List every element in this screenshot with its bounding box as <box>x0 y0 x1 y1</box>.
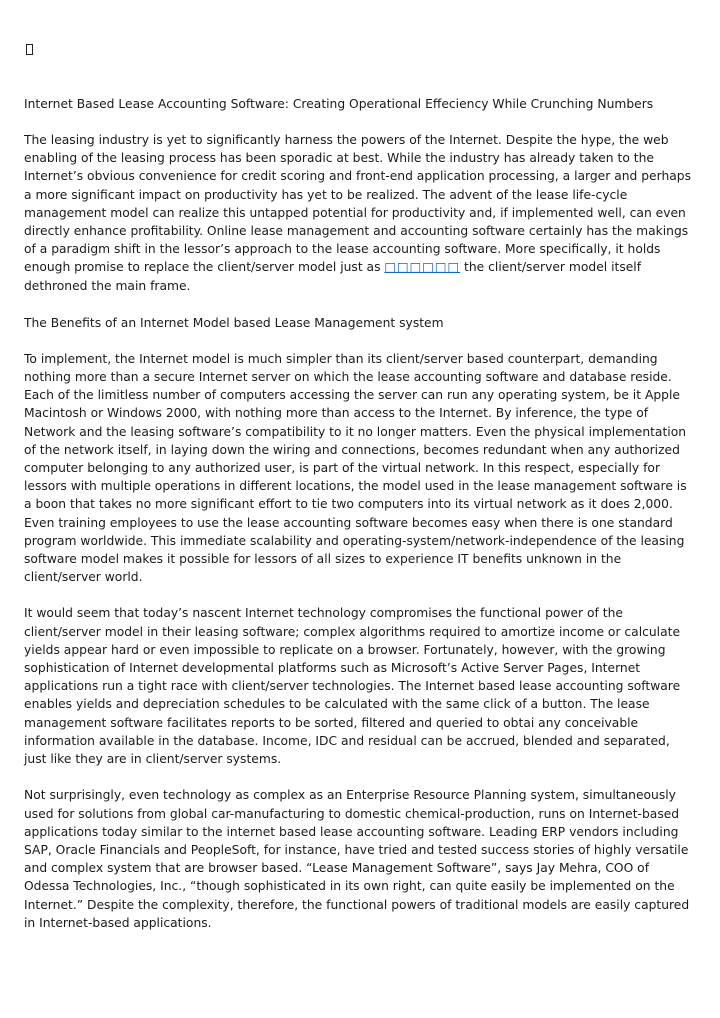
document-page <box>24 40 696 932</box>
document-title: Internet Based Lease Accounting Software: Creating Operational Effeciency While Crunching Numbers <box>24 97 654 111</box>
section-heading: The Benefits of an Internet Model based Lease Management system <box>24 315 444 330</box>
paragraph-intro-text-end: the client/server model itself dethroned the main frame. <box>24 260 642 293</box>
inline-link[interactable]: □□□□□□ <box>384 260 461 275</box>
missing-glyph-icon <box>26 44 33 55</box>
paragraph-technology: It would seem that today’s nascent Internet technology compromises the functional power of the client/server model in their leasing software; complex algorithms required to amortize income or calculate yields appear hard or even impossible to replicate on a browser. Fortunately, however, with the growing sophistication of Internet developmental platforms such as Microsoft’s Active Server Pages, Internet applications run a tight race with client/server technologies. The Internet based lease accounting software enables yields and depreciation schedules to be calculated with the same click of a button. The lease management software facilitates reports to be sorted, filtered and queried to obtai any conceivable information available in the database. Income, IDC and residual can be accrued, blended and separated, just like they are in client/server systems. <box>24 606 681 767</box>
paragraph-intro <box>24 131 696 295</box>
paragraph-intro-text: The leasing industry is yet to significantly harness the powers of the Internet. Despite the hype, the web enabling of the leasing process has been sporadic at best. While the industry has already taken to the Internet’s obvious convenience for credit scoring and front-end application processing, a larger and perhaps a more significant impact on productivity has yet to be realized. The advent of the lease life-cycle management model can realize this untapped potential for productivity and, if implemented well, can even directly enhance profitability. Online lease management and accounting software certainly has the makings of a paradigm shift in the lessor’s approach to the lease accounting software. More specifically, it holds enough promise to replace the client/server model just as <box>24 133 691 275</box>
top-glyph <box>24 40 696 59</box>
paragraph-benefits: To implement, the Internet model is much simpler than its client/server based counterpart, demanding nothing more than a secure Internet server on which the lease accounting software and database reside. Each of the limitless number of computers accessing the server can run any operating system, be it Apple Macintosh or Windows 2000, with nothing more than access to the Internet. By inference, the type of Network and the leasing software’s compatibility to it no longer matters. Even the physical implementation of the network itself, in laying down the wiring and connections, becomes redundant when any authorized computer belonging to any authorized user, is part of the virtual network. In this respect, especially for lessors with multiple operations in different locations, the model used in the lease management software is a boon that takes no more significant effort to tie two computers into its virtual network as it does 2,000. Even training employees to use the lease accounting software becomes easy when there is one standard program worldwide. This immediate scalability and operating-system/network-independence of the leasing software model makes it possible for lessors of all sizes to experience IT benefits unknown in the client/server world. <box>24 351 687 585</box>
paragraph-erp: Not surprisingly, even technology as complex as an Enterprise Resource Planning system, simultaneously used for solutions from global car-manufacturing to domestic chemical-production, runs on Internet-based applications today similar to the internet based lease accounting software. Leading ERP vendors including SAP, Oracle Financials and PeopleSoft, for instance, have tried and tested success stories of highly versatile and complex system that are browser based. “Lease Management Software”, says Jay Mehra, COO of Odessa Technologies, Inc., “though sophisticated in its own right, can quite easily be implemented on the Internet.” Despite the complexity, therefore, the functional powers of traditional models are easily captured in Internet-based applications. <box>24 788 690 930</box>
